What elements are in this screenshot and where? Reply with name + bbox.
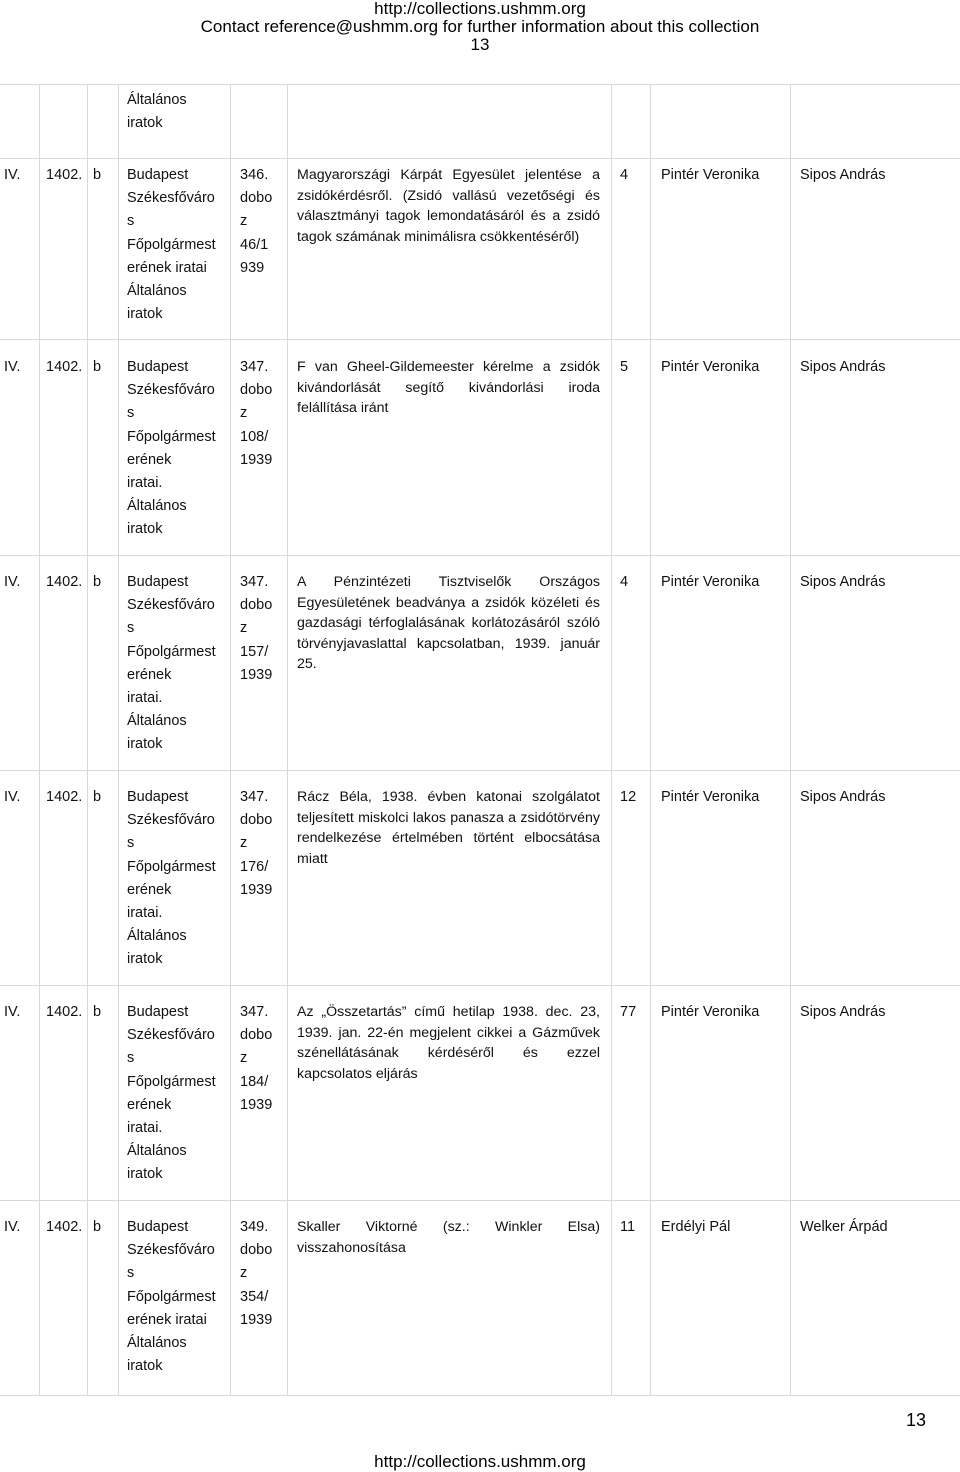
cell-num: 1402. — [46, 1004, 83, 1020]
column-divider — [650, 84, 651, 1395]
row-divider — [0, 985, 960, 986]
cell-person-2: Sipos András — [800, 574, 886, 590]
page-header — [0, 0, 960, 54]
cell-box: 347. dobo z 157/ 1939 — [240, 574, 273, 683]
cell-fonds: Budapest Székesfőváro s Főpolgármest erének iratai. Általános iratok — [127, 789, 216, 968]
cell-num: 1402. — [46, 789, 83, 805]
cell-count: 77 — [620, 1004, 637, 1020]
cell-description: Magyarországi Kárpát Egyesület jelentése a zsidókérdésről. (Zsidó vallású vezetőségi és választmányi tagok lemondatásáról és a zsidó tagok számának minimálisra csökkentéséről) — [297, 167, 600, 245]
column-divider — [790, 84, 791, 1395]
cell-fonds: Budapest Székesfőváro s Főpolgármest erének iratai Általános iratok — [127, 1219, 216, 1375]
cell-person-1: Pintér Veronika — [661, 789, 760, 805]
cell-box: 347. dobo z 184/ 1939 — [240, 1004, 273, 1113]
cell-fonds: Budapest Székesfőváro s Főpolgármest erének iratai. Általános iratok — [127, 574, 216, 753]
table-bottom-border — [0, 1395, 960, 1396]
row-divider — [0, 555, 960, 556]
cell-sect: IV. — [4, 789, 21, 805]
cell-person-2: Sipos András — [800, 167, 886, 183]
row-divider — [0, 339, 960, 340]
cell-person-2: Sipos András — [800, 359, 886, 375]
cell-person-2: Sipos András — [800, 1004, 886, 1020]
cell-letter: b — [93, 574, 102, 590]
cell-count: 11 — [620, 1219, 636, 1235]
cell-description: F van Gheel-Gildemeester kérelme a zsidók kivándorlását segítő kivándorlási iroda felállítása iránt — [297, 359, 600, 416]
cell-person-2: Welker Árpád — [800, 1219, 888, 1235]
cell-fonds: Budapest Székesfőváro s Főpolgármest erének iratai. Általános iratok — [127, 1004, 216, 1183]
cell-description: Rácz Béla, 1938. évben katonai szolgálatot teljesített miskolci lakos panasza a zsidótörvény rendelkezése értelmében történt elbocsátása miatt — [297, 789, 600, 867]
cell-count: 5 — [620, 359, 629, 375]
column-divider — [611, 84, 612, 1395]
header-page-number: 13 — [470, 35, 490, 54]
cell-description: A Pénzintézeti Tisztviselők Országos Egyesületének beadványa a zsidók közéleti és gazdasági térfoglalásának korlátozásáról szóló törvényjavaslattal kapcsolatban, 1939. január 25. — [297, 574, 600, 672]
column-divider — [230, 84, 231, 1395]
cell-count: 4 — [620, 574, 629, 590]
row-divider — [0, 1200, 960, 1201]
cell-sect: IV. — [4, 1219, 21, 1235]
cell-fonds: Budapest Székesfőváro s Főpolgármest erének iratai. Általános iratok — [127, 359, 216, 538]
cell-person-1: Pintér Veronika — [661, 359, 760, 375]
cell-letter: b — [93, 1219, 102, 1235]
cell-letter: b — [93, 359, 102, 375]
cell-letter: b — [93, 789, 102, 805]
cell-person-1: Pintér Veronika — [661, 574, 760, 590]
cell-person-1: Erdélyi Pál — [661, 1219, 731, 1235]
cell-box: 347. dobo z 108/ 1939 — [240, 359, 273, 468]
cell-sect: IV. — [4, 574, 21, 590]
cell-sect: IV. — [4, 167, 21, 183]
row-divider — [0, 158, 960, 159]
header-url: http://collections.ushmm.org — [374, 0, 586, 18]
cell-letter: b — [93, 167, 102, 183]
column-divider — [39, 84, 40, 1395]
cell-count: 12 — [620, 789, 637, 805]
cell-count: 4 — [620, 167, 629, 183]
cell-person-1: Pintér Veronika — [661, 1004, 760, 1020]
cell-box: 349. dobo z 354/ 1939 — [240, 1219, 273, 1328]
header-contact: Contact reference@ushmm.org for further information about this collection — [200, 17, 760, 36]
cell-num: 1402. — [46, 574, 83, 590]
cell-person-1: Pintér Veronika — [661, 167, 760, 183]
column-divider — [287, 84, 288, 1395]
column-divider — [118, 84, 119, 1395]
cell-num: 1402. — [46, 1219, 83, 1235]
column-divider — [87, 84, 88, 1395]
cell-num: 1402. — [46, 359, 83, 375]
cell-sect: IV. — [4, 1004, 21, 1020]
cell-fonds: Budapest Székesfőváro s Főpolgármest erének iratai Általános iratok — [127, 167, 216, 323]
cell-description: Az „Összetartás” című hetilap 1938. dec. 23, 1939. jan. 22-én megjelent cikkei a Gázművek szénellátásának kérdéséről és ezzel kapcsolatos eljárás — [297, 1004, 600, 1082]
row-divider — [0, 770, 960, 771]
top-fragment: Általános iratok — [127, 92, 187, 132]
cell-person-2: Sipos András — [800, 789, 886, 805]
cell-num: 1402. — [46, 167, 83, 183]
cell-letter: b — [93, 1004, 102, 1020]
page-number: 13 — [906, 1410, 927, 1430]
footer-url: http://collections.ushmm.org — [374, 1452, 586, 1471]
cell-description: Skaller Viktorné (sz.: Winkler Elsa) visszahonosítása — [297, 1219, 600, 1256]
cell-sect: IV. — [4, 359, 21, 375]
table-top-border — [0, 84, 960, 85]
cell-box: 346. dobo z 46/1 939 — [240, 167, 273, 276]
cell-box: 347. dobo z 176/ 1939 — [240, 789, 273, 898]
